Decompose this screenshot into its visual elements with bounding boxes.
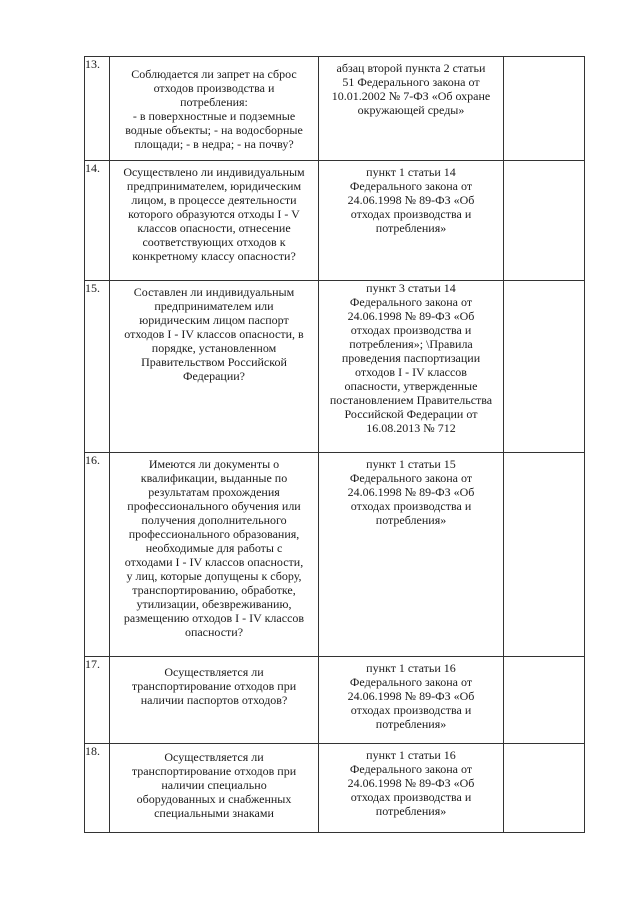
- table-row: [85, 57, 585, 161]
- row-number: 18.: [85, 744, 110, 833]
- question-cell: [110, 161, 319, 281]
- answer-cell: [504, 744, 585, 833]
- answer-cell: [504, 57, 585, 161]
- question-text: Составлен ли индивидуальным предпринимателем или юридическим лицом паспорт отходов I - IV классов опасности, в порядке, установленном Правительством Российской Федерации?: [124, 285, 304, 383]
- row-number: 16.: [85, 453, 110, 657]
- answer-cell: [504, 281, 585, 453]
- question-cell: [110, 744, 319, 833]
- row-number: 17.: [85, 657, 110, 744]
- checklist-table: [84, 56, 585, 833]
- row-number: 13.: [85, 57, 110, 161]
- question-text: Имеются ли документы о квалификации, выданные по результатам прохождения профессионального обучения или получения дополнительного профессионального образования, необходимые для работы с отходами I - IV классов опасности, у лиц, которые допущены к сбору, транспортированию, обработке, утилизации, обезвреживанию, размещению отходов I - IV классов опасности?: [123, 457, 305, 639]
- legal-basis-cell: [319, 453, 504, 657]
- table-row: [85, 161, 585, 281]
- question-text: Осуществляется ли транспортирование отходов при наличии специально оборудованных и снабженных специальными знаками: [131, 750, 297, 820]
- answer-cell: [504, 161, 585, 281]
- question-cell: [110, 57, 319, 161]
- answer-cell: [504, 657, 585, 744]
- question-cell: [110, 453, 319, 657]
- legal-basis-text: пункт 1 статьи 15 Федерального закона от 24.06.1998 № 89-ФЗ «Об отходах производства и потребления»: [347, 457, 475, 527]
- question-text: Осуществляется ли транспортирование отходов при наличии паспортов отходов?: [131, 665, 297, 707]
- legal-basis-cell: [319, 57, 504, 161]
- legal-basis-cell: [319, 281, 504, 453]
- legal-basis-text: пункт 1 статьи 16 Федерального закона от 24.06.1998 № 89-ФЗ «Об отходах производства и потребления»: [347, 748, 475, 818]
- table-row: [85, 453, 585, 657]
- question-cell: [110, 657, 319, 744]
- legal-basis-text: абзац второй пункта 2 статьи 51 Федерального закона от 10.01.2002 № 7-ФЗ «Об охране окружающей среды»: [331, 61, 491, 117]
- legal-basis-text: пункт 1 статьи 16 Федерального закона от 24.06.1998 № 89-ФЗ «Об отходах производства и потребления»: [347, 661, 475, 731]
- question-text: Соблюдается ли запрет на сброс отходов производства и потребления: - в поверхностные и подземные водные объекты; - на водосборные площади; - в недра; - на почву?: [125, 67, 303, 151]
- legal-basis-cell: [319, 161, 504, 281]
- table-row: [85, 281, 585, 453]
- question-text: Осуществлено ли индивидуальным предпринимателем, юридическим лицом, в процессе деятельности которого образуются отходы I - V классов опасности, отнесение соответствующих отходов к конкретному классу опасности?: [123, 165, 305, 263]
- question-cell: [110, 281, 319, 453]
- answer-cell: [504, 453, 585, 657]
- legal-basis-cell: [319, 744, 504, 833]
- row-number: 14.: [85, 161, 110, 281]
- table-row: [85, 657, 585, 744]
- legal-basis-cell: [319, 657, 504, 744]
- legal-basis-text: пункт 3 статьи 14 Федерального закона от 24.06.1998 № 89-ФЗ «Об отходах производства и потребления»; \Правила проведения паспортизации отходов I - IV классов опасности, утвержденные постановлением Правительства Российской Федерации от 16.08.2013 № 712: [329, 281, 493, 435]
- legal-basis-text: пункт 1 статьи 14 Федерального закона от 24.06.1998 № 89-ФЗ «Об отходах производства и потребления»: [347, 165, 475, 235]
- table-row: [85, 744, 585, 833]
- row-number: 15.: [85, 281, 110, 453]
